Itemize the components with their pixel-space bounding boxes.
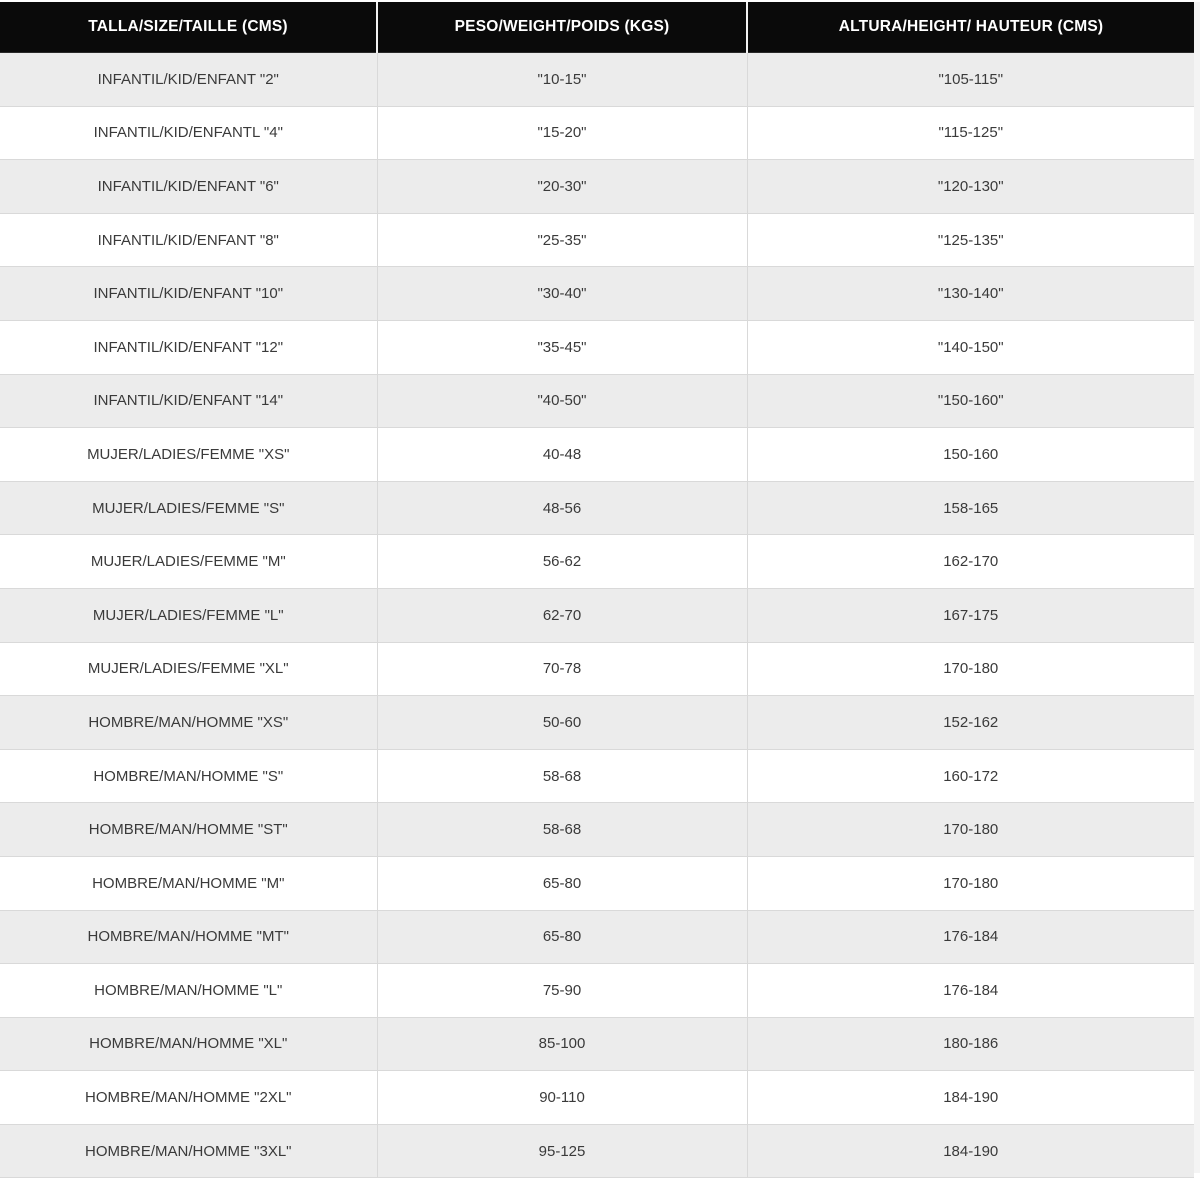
table-row xyxy=(0,1071,1194,1125)
table-row xyxy=(0,213,1194,267)
table-row xyxy=(0,696,1194,750)
height-cell: "105-115" xyxy=(747,53,1194,107)
height-cell: 152-162 xyxy=(747,696,1194,750)
weight-cell: 58-68 xyxy=(377,803,747,857)
weight-cell: 70-78 xyxy=(377,642,747,696)
height-cell: 176-184 xyxy=(747,910,1194,964)
height-cell: "120-130" xyxy=(747,160,1194,214)
height-cell: "140-150" xyxy=(747,320,1194,374)
table-row xyxy=(0,106,1194,160)
size-cell: MUJER/LADIES/FEMME "S" xyxy=(0,481,377,535)
height-cell: 160-172 xyxy=(747,749,1194,803)
table-row xyxy=(0,910,1194,964)
table-row xyxy=(0,1017,1194,1071)
weight-cell: "40-50" xyxy=(377,374,747,428)
weight-cell: "35-45" xyxy=(377,320,747,374)
table-row xyxy=(0,374,1194,428)
weight-cell: 65-80 xyxy=(377,910,747,964)
size-cell: MUJER/LADIES/FEMME "XS" xyxy=(0,428,377,482)
size-cell: INFANTIL/KID/ENFANT "8" xyxy=(0,213,377,267)
height-cell: 167-175 xyxy=(747,588,1194,642)
table-row xyxy=(0,1124,1194,1178)
size-cell: INFANTIL/KID/ENFANT "12" xyxy=(0,320,377,374)
height-cell: 162-170 xyxy=(747,535,1194,589)
height-cell: 170-180 xyxy=(747,856,1194,910)
size-chart-table xyxy=(0,2,1194,1178)
height-cell: 170-180 xyxy=(747,642,1194,696)
weight-cell: "25-35" xyxy=(377,213,747,267)
table-row xyxy=(0,535,1194,589)
height-cell: 180-186 xyxy=(747,1017,1194,1071)
table-row xyxy=(0,642,1194,696)
size-cell: HOMBRE/MAN/HOMME "XL" xyxy=(0,1017,377,1071)
size-cell: MUJER/LADIES/FEMME "XL" xyxy=(0,642,377,696)
height-cell: 158-165 xyxy=(747,481,1194,535)
height-cell: 176-184 xyxy=(747,964,1194,1018)
table-row xyxy=(0,481,1194,535)
weight-cell: 56-62 xyxy=(377,535,747,589)
weight-cell: 95-125 xyxy=(377,1124,747,1178)
height-cell: "125-135" xyxy=(747,213,1194,267)
weight-cell: 62-70 xyxy=(377,588,747,642)
weight-cell: 85-100 xyxy=(377,1017,747,1071)
weight-cell: "20-30" xyxy=(377,160,747,214)
weight-cell: 75-90 xyxy=(377,964,747,1018)
weight-cell: 48-56 xyxy=(377,481,747,535)
size-cell: HOMBRE/MAN/HOMME "2XL" xyxy=(0,1071,377,1125)
height-cell: "150-160" xyxy=(747,374,1194,428)
size-cell: MUJER/LADIES/FEMME "M" xyxy=(0,535,377,589)
size-chart-header xyxy=(0,2,1194,53)
table-row xyxy=(0,160,1194,214)
height-cell: 150-160 xyxy=(747,428,1194,482)
size-cell: INFANTIL/KID/ENFANTL "4" xyxy=(0,106,377,160)
col-header-weight: PESO/WEIGHT/POIDS (KGS) xyxy=(377,2,747,53)
size-cell: INFANTIL/KID/ENFANT "14" xyxy=(0,374,377,428)
height-cell: "115-125" xyxy=(747,106,1194,160)
size-cell: HOMBRE/MAN/HOMME "3XL" xyxy=(0,1124,377,1178)
weight-cell: 50-60 xyxy=(377,696,747,750)
size-cell: HOMBRE/MAN/HOMME "S" xyxy=(0,749,377,803)
height-cell: 170-180 xyxy=(747,803,1194,857)
height-cell: 184-190 xyxy=(747,1124,1194,1178)
weight-cell: 58-68 xyxy=(377,749,747,803)
height-cell: "130-140" xyxy=(747,267,1194,321)
size-cell: HOMBRE/MAN/HOMME "L" xyxy=(0,964,377,1018)
table-row xyxy=(0,588,1194,642)
table-row xyxy=(0,53,1194,107)
height-cell: 184-190 xyxy=(747,1071,1194,1125)
table-row xyxy=(0,803,1194,857)
weight-cell: "10-15" xyxy=(377,53,747,107)
table-row xyxy=(0,320,1194,374)
table-row xyxy=(0,749,1194,803)
size-cell: INFANTIL/KID/ENFANT "10" xyxy=(0,267,377,321)
size-cell: HOMBRE/MAN/HOMME "M" xyxy=(0,856,377,910)
size-cell: INFANTIL/KID/ENFANT "2" xyxy=(0,53,377,107)
weight-cell: 65-80 xyxy=(377,856,747,910)
col-header-size: TALLA/SIZE/TAILLE (CMS) xyxy=(0,2,377,53)
size-cell: INFANTIL/KID/ENFANT "6" xyxy=(0,160,377,214)
weight-cell: 40-48 xyxy=(377,428,747,482)
weight-cell: 90-110 xyxy=(377,1071,747,1125)
col-header-height: ALTURA/HEIGHT/ HAUTEUR (CMS) xyxy=(747,2,1194,53)
weight-cell: "15-20" xyxy=(377,106,747,160)
table-row xyxy=(0,428,1194,482)
size-cell: MUJER/LADIES/FEMME "L" xyxy=(0,588,377,642)
table-row xyxy=(0,267,1194,321)
weight-cell: "30-40" xyxy=(377,267,747,321)
size-cell: HOMBRE/MAN/HOMME "XS" xyxy=(0,696,377,750)
table-row xyxy=(0,964,1194,1018)
table-row xyxy=(0,856,1194,910)
page-right-gutter xyxy=(1194,2,1200,1173)
size-cell: HOMBRE/MAN/HOMME "ST" xyxy=(0,803,377,857)
header-row xyxy=(0,2,1194,53)
size-chart-body xyxy=(0,53,1194,1178)
size-cell: HOMBRE/MAN/HOMME "MT" xyxy=(0,910,377,964)
